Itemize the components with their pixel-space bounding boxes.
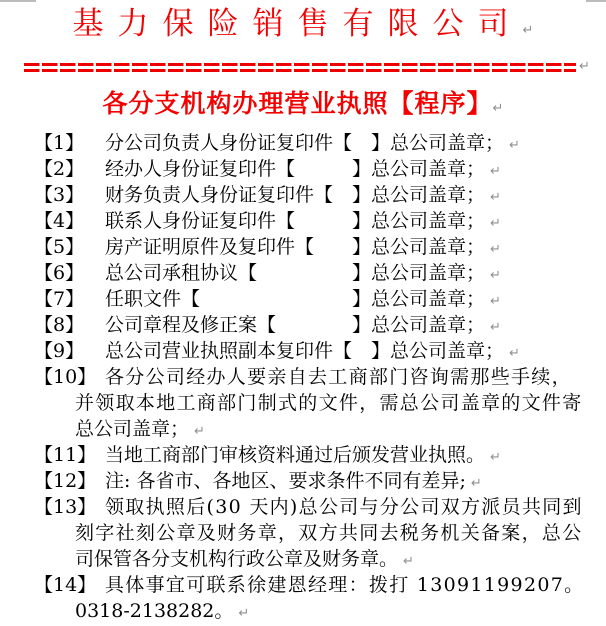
list-item — [0, 130, 606, 156]
list-item-number: 【9】 — [34, 340, 85, 362]
pilcrow-mark: ↵ — [509, 138, 520, 153]
list-item-text: 经办人身份证复印件【 】总公司盖章； — [105, 158, 486, 180]
list-item-continuation — [0, 520, 606, 546]
list-item — [0, 208, 606, 234]
double-rule-row — [24, 59, 606, 74]
list-item-continuation — [0, 390, 606, 416]
document-subtitle: 各分支机构办理营业执照【程序】 — [102, 89, 493, 118]
margin-crop-mark-right — [586, 0, 606, 2]
list-item — [0, 260, 606, 286]
list-item — [0, 338, 606, 364]
list-item-text: 刻字社刻公章及财务章，双方共同去税务机关备案，总公 — [75, 522, 583, 544]
rule-bar-bottom — [24, 69, 576, 72]
list-item-continuation — [0, 598, 606, 624]
list-item-text: 总公司承租协议【 】总公司盖章； — [105, 262, 486, 284]
list-item-text: 司保管各分支机构行政公章及财务章。 — [75, 548, 399, 570]
list-item-text: 分公司负责人身份证复印件【 】总公司盖章； — [105, 132, 505, 154]
list-item-number: 【8】 — [34, 314, 85, 336]
red-double-rule — [24, 63, 576, 72]
list-item-text: 总公司盖章； — [75, 418, 190, 440]
list-item-text: 注: 各省市、各地区、要求条件不同有差异; — [105, 470, 466, 492]
list-item-number: 【12】 — [34, 470, 97, 492]
list-item-text: 房产证明原件及复印件【 】总公司盖章； — [105, 236, 486, 258]
list-item-number: 【10】 — [34, 366, 97, 388]
list-item-text: 具体事宜可联系徐建恩经理：拨打 13091199207。 — [105, 574, 585, 596]
subtitle-row — [0, 89, 606, 124]
pilcrow-mark: ↵ — [490, 216, 501, 231]
rule-bar-top — [24, 63, 576, 66]
list-item-text: 领取执照后(30 天内)总公司与分公司双方派员共同到 — [105, 496, 583, 518]
pilcrow-mark: ↵ — [522, 23, 534, 38]
pilcrow-mark: ↵ — [490, 294, 501, 309]
list-item-number: 【6】 — [34, 262, 85, 284]
procedure-list — [0, 130, 606, 624]
list-item-number: 【4】 — [34, 210, 85, 232]
list-item — [0, 468, 606, 494]
list-item — [0, 182, 606, 208]
pilcrow-mark: ↵ — [490, 450, 501, 465]
list-item-number: 【2】 — [34, 158, 85, 180]
margin-crop-mark-left — [0, 0, 36, 2]
list-item-number: 【11】 — [34, 444, 97, 466]
list-item — [0, 312, 606, 338]
list-item-continuation — [0, 416, 606, 442]
list-item-text: 当地工商部门审核资料通过后颁发营业执照。 — [105, 444, 486, 466]
list-item-number: 【1】 — [34, 132, 85, 154]
company-title-row — [0, 0, 606, 49]
list-item — [0, 442, 606, 468]
pilcrow-mark: ↵ — [403, 554, 414, 569]
list-item-text: 总公司营业执照副本复印件【 】总公司盖章； — [105, 340, 505, 362]
list-item-text: 公司章程及修正案【 】总公司盖章； — [105, 314, 486, 336]
pilcrow-mark: ↵ — [492, 101, 504, 116]
list-item-continuation — [0, 546, 606, 572]
list-item — [0, 234, 606, 260]
list-item-text: 0318-2138282。 — [75, 600, 234, 622]
pilcrow-mark: ↵ — [238, 606, 250, 621]
list-item — [0, 156, 606, 182]
list-item-number: 【5】 — [34, 236, 85, 258]
list-item-text: 财务负责人身份证复印件【 】总公司盖章； — [105, 184, 486, 206]
list-item-number: 【14】 — [34, 574, 97, 596]
list-item-number: 【3】 — [34, 184, 85, 206]
list-item — [0, 572, 606, 598]
pilcrow-mark: ↵ — [490, 320, 501, 335]
list-item-text: 任职文件【 】总公司盖章； — [105, 288, 486, 310]
list-item — [0, 364, 606, 390]
pilcrow-mark: ↵ — [509, 346, 520, 361]
pilcrow-mark: ↵ — [490, 190, 501, 205]
pilcrow-mark: ↵ — [490, 242, 501, 257]
list-item-text: 各分公司经办人要亲自去工商部门咨询需那些手续， — [105, 366, 572, 388]
pilcrow-mark: ↵ — [490, 164, 501, 179]
pilcrow-mark: ↵ — [470, 476, 482, 491]
company-title: 基力保险销售有限公司 — [72, 6, 523, 42]
list-item-number: 【13】 — [34, 496, 97, 518]
pilcrow-mark: ↵ — [194, 424, 205, 439]
list-item-text: 联系人身份证复印件【 】总公司盖章； — [105, 210, 486, 232]
pilcrow-mark: ↵ — [579, 59, 590, 74]
list-item-number: 【7】 — [34, 288, 85, 310]
list-item-text: 并领取本地工商部门制式的文件，需总公司盖章的文件寄 — [75, 392, 583, 414]
pilcrow-mark: ↵ — [490, 268, 501, 283]
list-item — [0, 494, 606, 520]
list-item — [0, 286, 606, 312]
